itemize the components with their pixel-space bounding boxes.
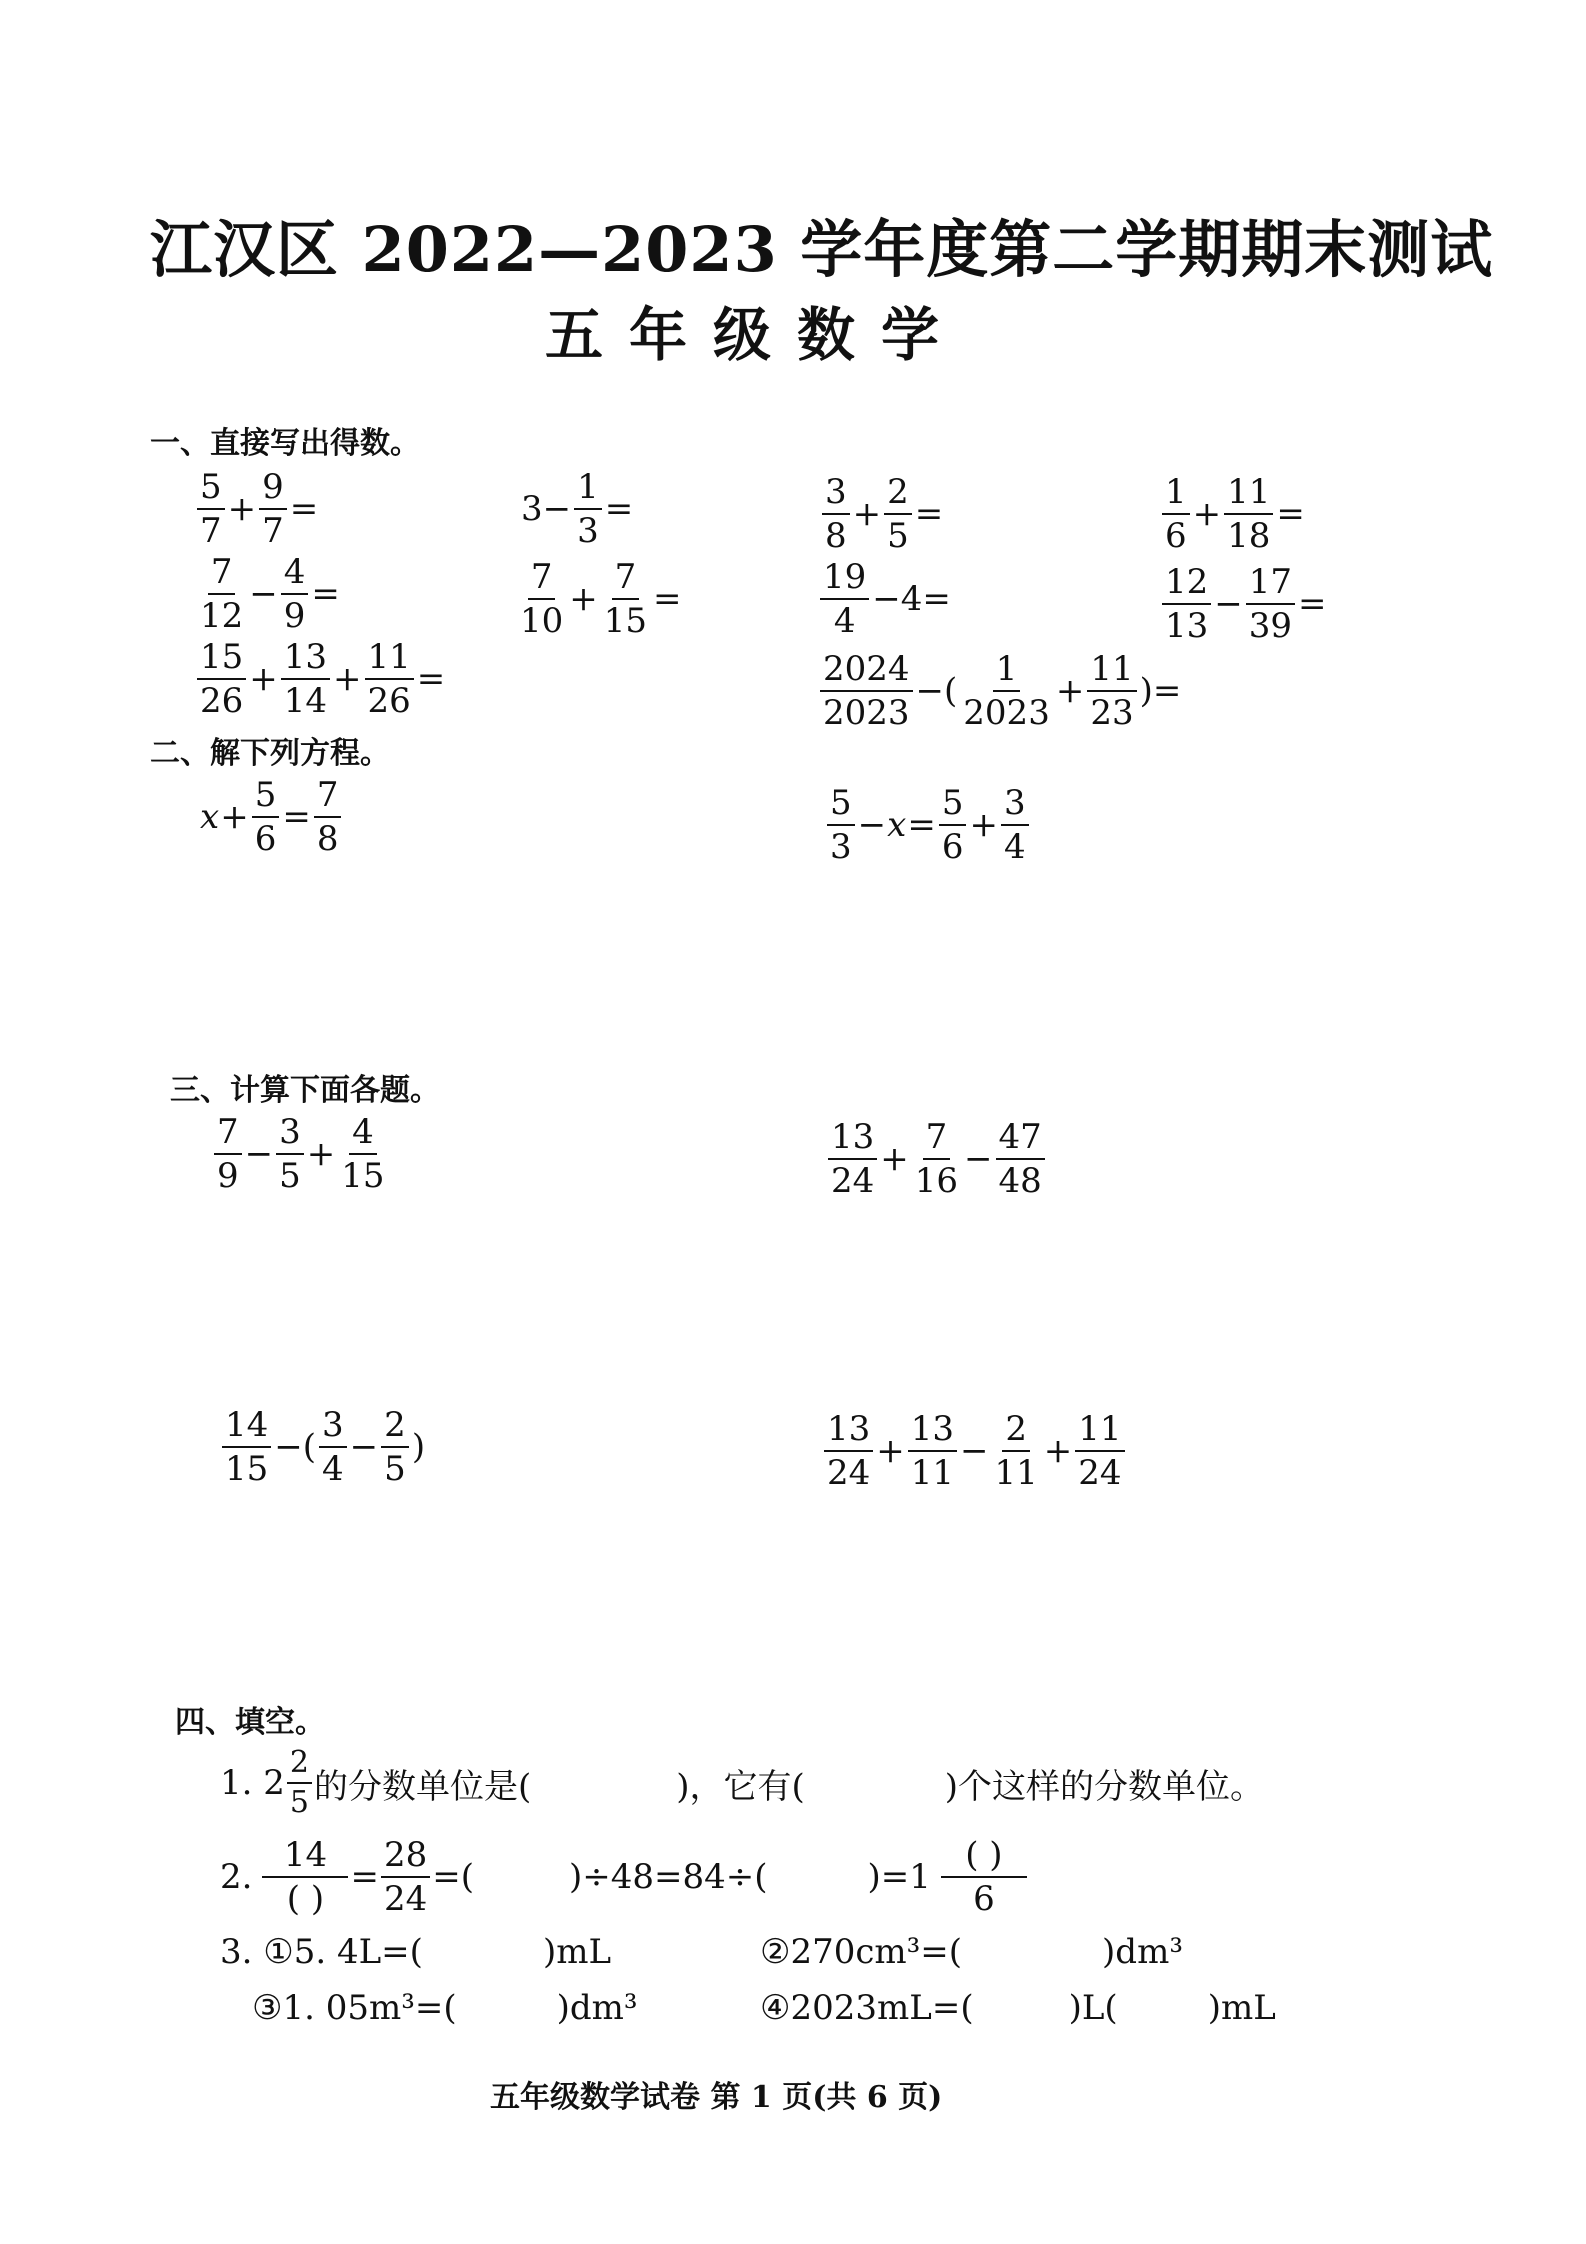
fraction: $\frac{3}{4}$ <box>319 1408 347 1486</box>
fraction: $\frac{13}{11}$ <box>908 1412 957 1490</box>
fraction: $\frac{2}{5}$ <box>287 1748 312 1818</box>
s1-problem-3: $\frac{3}{8}$ + $\frac{2}{5}$ = <box>820 475 944 553</box>
fill-item-3b: ②270cm³=( )dm³ <box>760 1932 1183 1972</box>
fill-item-3d: ④2023mL=( )L( )mL <box>760 1988 1276 2028</box>
s1-problem-2: 3− $\frac{1}{3}$ = <box>521 467 634 551</box>
fraction: $\frac{13}{24}$ <box>824 1412 873 1490</box>
fraction: $\frac{( )}{6}$ <box>941 1838 1027 1916</box>
fraction: $\frac{5}{3}$ <box>827 786 855 864</box>
section3-heading: 三、计算下面各题。 <box>170 1073 440 1108</box>
fraction: $\frac{3}{4}$ <box>1001 786 1029 864</box>
s1-problem-10: $\frac{2024}{2023}$ −( $\frac{1}{2023}$ + $\frac{11}{23}$ )= <box>818 652 1182 730</box>
fraction: $\frac{7}{8}$ <box>314 778 342 856</box>
fraction: $\frac{1}{2023}$ <box>963 649 1050 733</box>
exam-title: 江汉区 2022—2023 学年度第二学期期末测试 <box>150 213 1494 286</box>
fraction: $\frac{28}{24}$ <box>381 1838 430 1916</box>
fraction: $\frac{1}{6}$ <box>1162 475 1190 553</box>
exam-subtitle: 五年级数学 <box>545 301 966 369</box>
section2-heading: 二、解下列方程。 <box>150 736 390 771</box>
fill-item-1: 1. 2 $\frac{2}{5}$ 的分数单位是( )，它有( )个这样的分数单位。 <box>220 1745 1265 1820</box>
fraction: $\frac{5}{7}$ <box>197 470 225 548</box>
fraction: $\frac{47}{48}$ <box>996 1120 1045 1198</box>
fraction: $\frac{12}{13}$ <box>1162 565 1211 643</box>
calc-3: $\frac{14}{15}$ −( $\frac{3}{4}$ − $\frac{2}{5}$ ) <box>220 1408 426 1486</box>
fraction: $\frac{15}{26}$ <box>197 640 246 718</box>
fraction: $\frac{1}{3}$ <box>574 470 602 548</box>
fraction: $\frac{7}{12}$ <box>200 552 244 636</box>
fill-item-3c: ③1. 05m³=( )dm³ <box>252 1988 638 2028</box>
fraction: $\frac{2}{5}$ <box>381 1408 409 1486</box>
fraction: $\frac{5}{6}$ <box>252 778 280 856</box>
section1-heading: 一、直接写出得数。 <box>150 426 420 461</box>
s1-problem-5: $\frac{7}{12}$ − $\frac{4}{9}$ = <box>195 555 341 633</box>
fraction: $\frac{9}{7}$ <box>259 470 287 548</box>
fraction: $\frac{11}{26}$ <box>365 640 414 718</box>
fill-item-2: 2. $\frac{14}{( )}$ = $\frac{28}{24}$ =( )÷48=84÷( )=1 $\frac{( )}{6}$ <box>220 1838 1029 1916</box>
equation-2: $\frac{5}{3}$ − x = $\frac{5}{6}$ + $\frac{3}{4}$ <box>825 786 1031 864</box>
fraction: $\frac{2}{5}$ <box>884 475 912 553</box>
fraction: $\frac{4}{9}$ <box>281 555 309 633</box>
equation-1: x + $\frac{5}{6}$ = $\frac{7}{8}$ <box>200 778 343 856</box>
s1-problem-8: $\frac{12}{13}$ − $\frac{17}{39}$ = <box>1160 565 1328 643</box>
fraction: $\frac{3}{5}$ <box>276 1115 304 1193</box>
page-footer: 五年级数学试卷 第 1 页(共 6 页) <box>490 2080 943 2115</box>
fraction: $\frac{19}{4}$ <box>820 560 869 638</box>
fraction: $\frac{2}{11}$ <box>994 1409 1038 1493</box>
calc-4: $\frac{13}{24}$ + $\frac{13}{11}$ − $\frac{2}{11}$ + $\frac{11}{24}$ <box>822 1412 1127 1490</box>
s1-problem-6: $\frac{7}{10}$ + $\frac{7}{15}$ = <box>515 560 683 638</box>
fraction: $\frac{14}{( )}$ <box>262 1838 348 1916</box>
fraction: $\frac{17}{39}$ <box>1246 565 1295 643</box>
s1-problem-7: $\frac{19}{4}$ −4= <box>818 560 952 638</box>
fraction: $\frac{14}{15}$ <box>222 1408 271 1486</box>
fraction: $\frac{11}{23}$ <box>1087 652 1136 730</box>
fraction: $\frac{5}{6}$ <box>939 786 967 864</box>
calc-1: $\frac{7}{9}$ − $\frac{3}{5}$ + $\frac{4}{15}$ <box>212 1115 390 1193</box>
fraction: $\frac{7}{15}$ <box>603 557 648 641</box>
fraction: $\frac{7}{16}$ <box>914 1117 959 1201</box>
fraction: $\frac{7}{10}$ <box>520 557 564 641</box>
fraction: $\frac{7}{9}$ <box>214 1115 242 1193</box>
fraction: $\frac{11}{18}$ <box>1224 475 1273 553</box>
fraction: $\frac{13}{24}$ <box>828 1120 877 1198</box>
fraction: $\frac{3}{8}$ <box>822 475 850 553</box>
fraction: $\frac{11}{24}$ <box>1075 1412 1124 1490</box>
fraction: $\frac{13}{14}$ <box>281 640 330 718</box>
fraction: $\frac{4}{15}$ <box>341 1112 385 1196</box>
fraction: $\frac{2024}{2023}$ <box>820 652 913 730</box>
s1-problem-4: $\frac{1}{6}$ + $\frac{11}{18}$ = <box>1160 475 1306 553</box>
s1-problem-9: $\frac{15}{26}$ + $\frac{13}{14}$ + $\frac{11}{26}$ = <box>195 640 446 718</box>
section4-heading: 四、填空。 <box>175 1705 325 1740</box>
fill-item-3a: 3. ①5. 4L=( )mL <box>220 1932 612 1972</box>
calc-2: $\frac{13}{24}$ + $\frac{7}{16}$ − $\frac{47}{48}$ <box>826 1120 1047 1198</box>
s1-problem-1: $\frac{5}{7}$ + $\frac{9}{7}$ = <box>195 470 319 548</box>
